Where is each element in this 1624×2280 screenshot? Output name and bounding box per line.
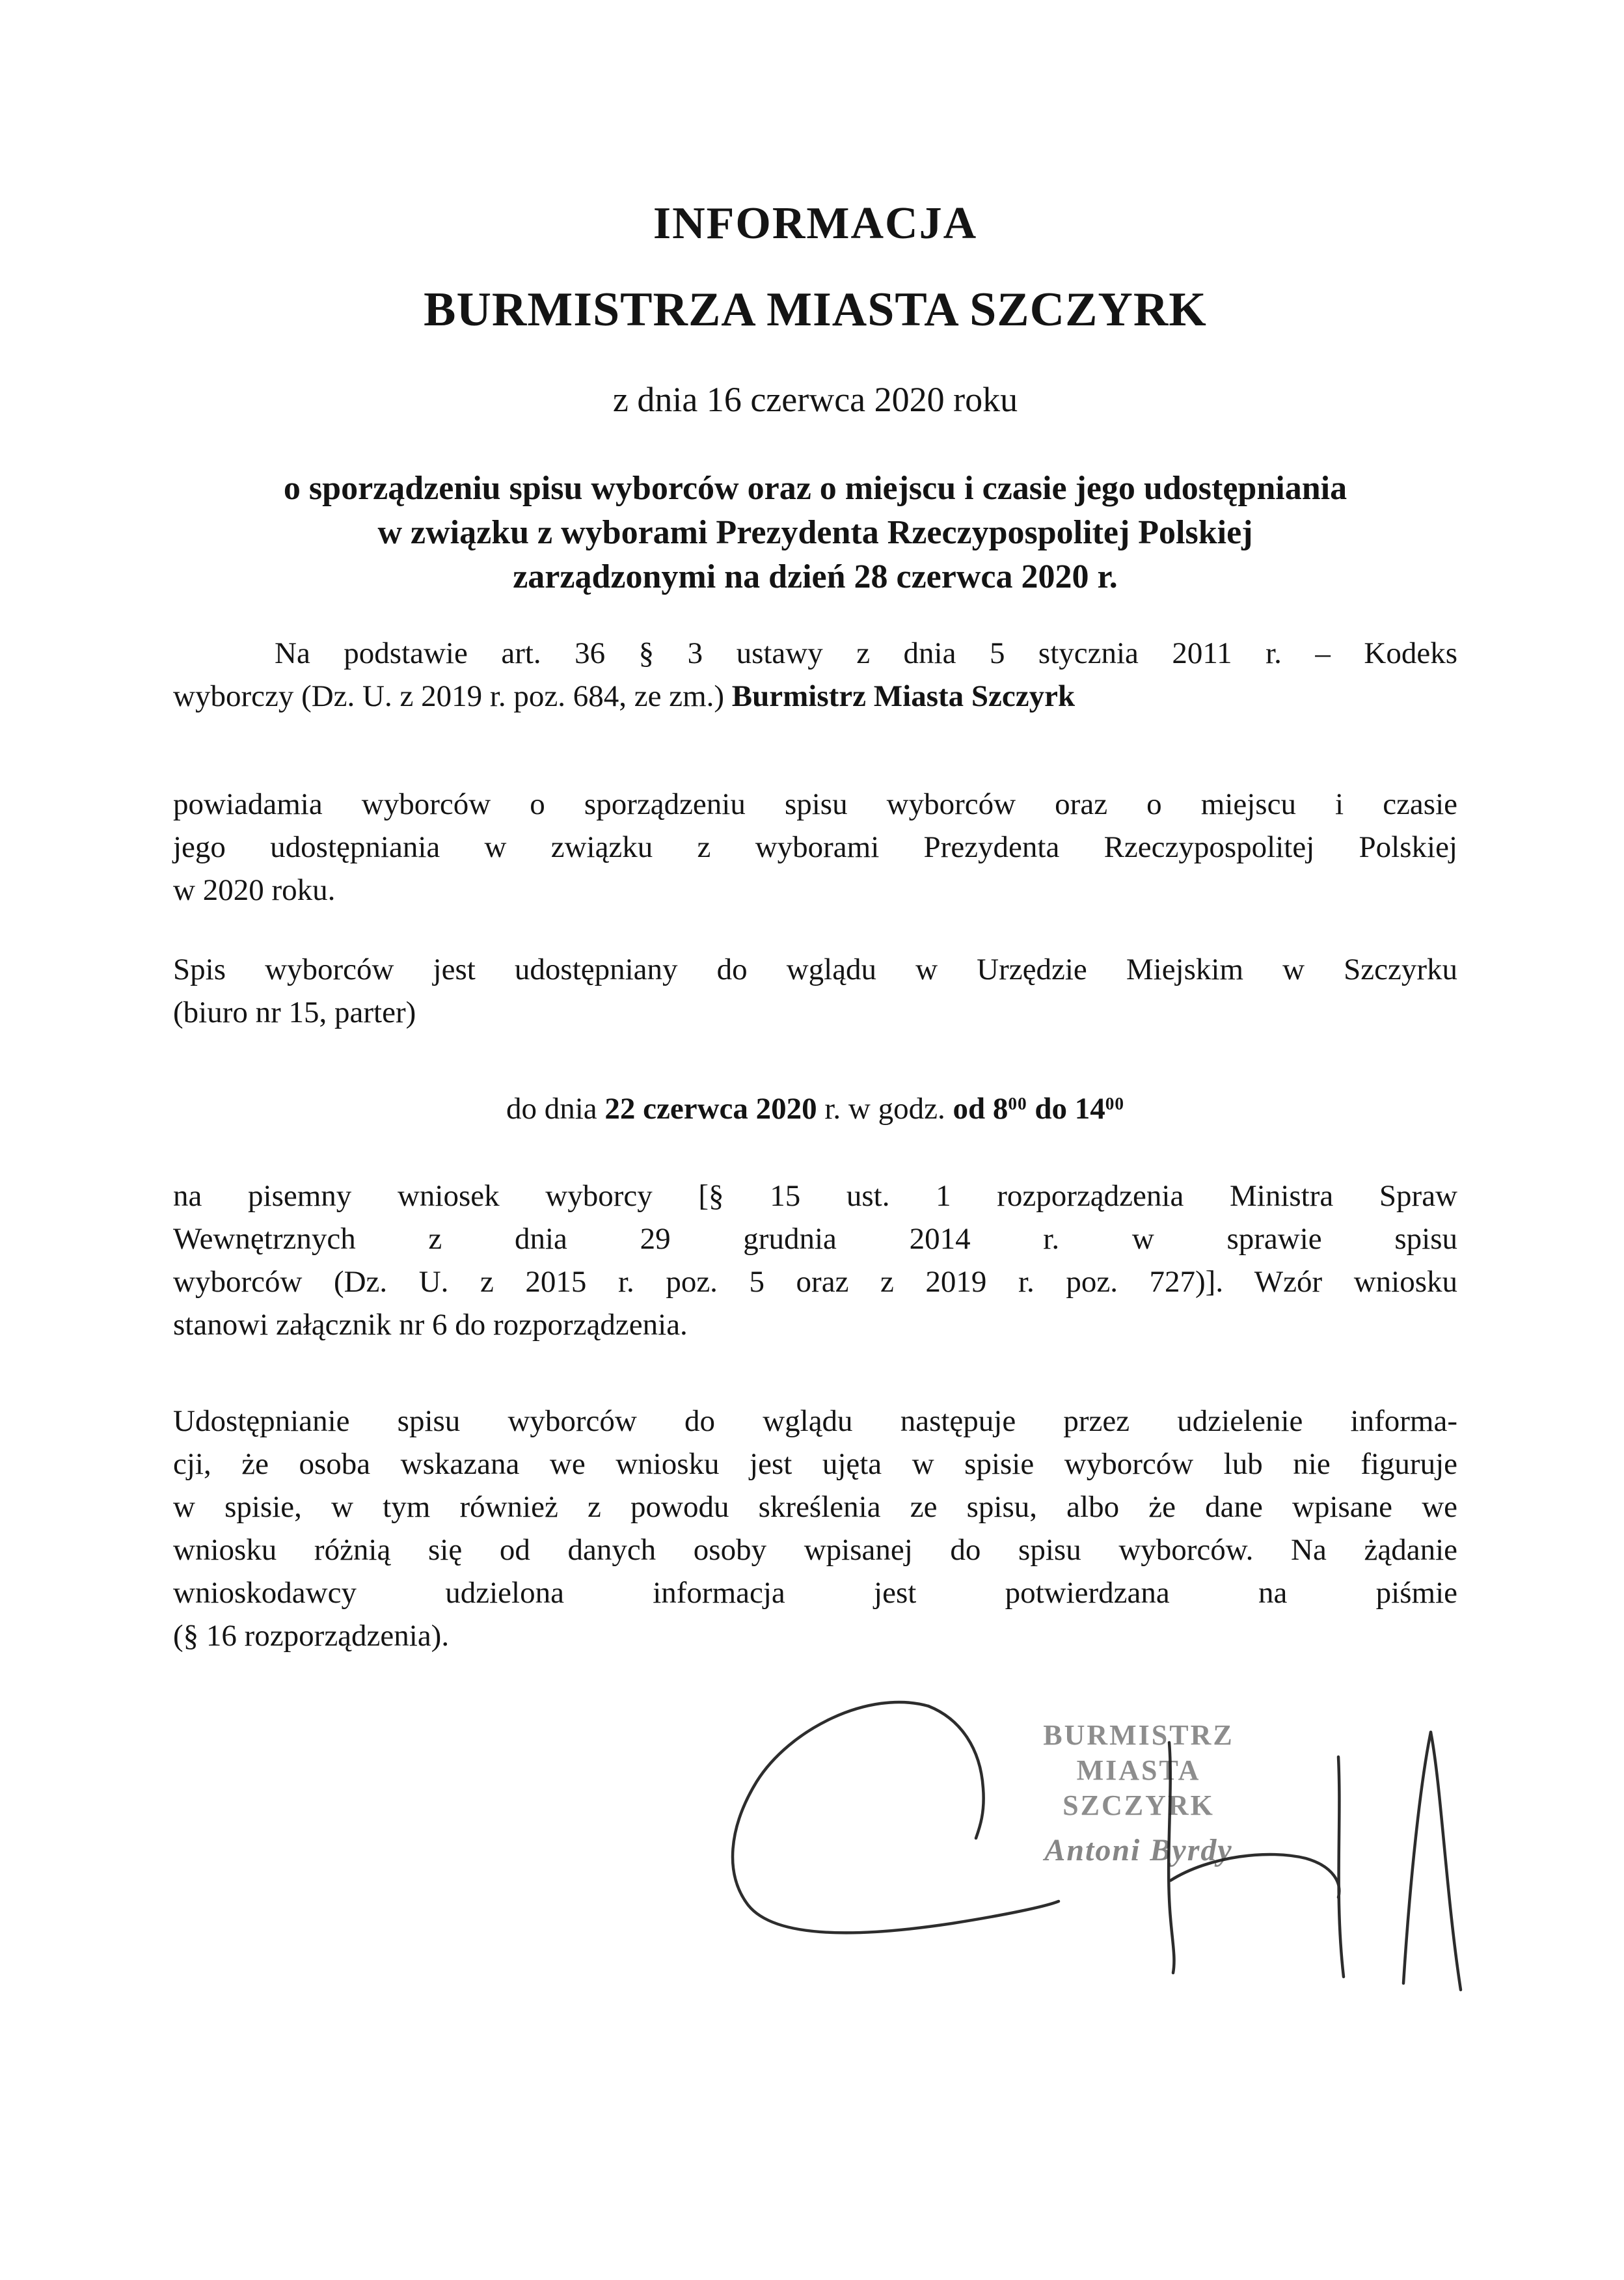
text-line	[173, 1174, 1457, 1217]
stamp-signer-name: Antoni Byrdy	[1044, 1833, 1233, 1867]
text-line	[173, 1260, 1457, 1303]
document-subtitle-issuer: BURMISTRZA MIASTA SZCZYRK	[424, 283, 1207, 336]
text-line	[173, 783, 1457, 826]
text-segment: (biuro nr 15, parter)	[173, 996, 416, 1029]
text-segment: powiadamia wyborców o sporządzeniu spisu wyborców oraz o miejscu i czasie	[173, 787, 1457, 821]
text-segment: Udostępnianie spisu wyborców do wglądu następuje przez udzielenie informa-	[173, 1404, 1457, 1439]
notification-paragraph	[173, 783, 1457, 912]
information-disclosure-paragraph	[173, 1400, 1457, 1657]
text-segment: Spis wyborców jest udostępniany do wglądu w Urzędzie Miejskim w Szczyrku	[173, 953, 1457, 986]
document-subject	[173, 467, 1457, 599]
subject-line: zarządzonymi na dzień 28 czerwca 2020 r.	[513, 558, 1118, 595]
text-segment: wyborczy (Dz. U. z 2019 r. poz. 684, ze zm.)	[173, 679, 732, 713]
text-segment: wniosku różnią się od danych osoby wpisanej do spisu wyborców. Na żądanie	[173, 1533, 1457, 1568]
document-date-line: z dnia 16 czerwca 2020 roku	[612, 380, 1018, 419]
text-segment: r. w godz.	[817, 1092, 953, 1126]
signature-block	[712, 1672, 1545, 2011]
text-segment: 22 czerwca 2020	[604, 1092, 817, 1126]
text-segment: w 2020 roku.	[173, 873, 336, 907]
subject-line: o sporządzeniu spisu wyborców oraz o miejscu i czasie jego udostępniania	[283, 470, 1347, 507]
text-segment: 00	[1008, 1094, 1027, 1113]
text-line	[173, 1400, 1457, 1443]
text-segment: do dnia	[506, 1092, 605, 1126]
subject-line: w związku z wyborami Prezydenta Rzeczypospolitej Polskiej	[377, 514, 1253, 551]
availability-place-paragraph	[173, 948, 1457, 1034]
text-segment: cji, że osoba wskazana we wniosku jest ujęta w spisie wyborców lub nie figuruje	[173, 1447, 1457, 1482]
text-line	[173, 826, 1457, 869]
document-paragraphs	[173, 632, 1457, 1657]
text-segment: wyborców (Dz. U. z 2015 r. poz. 5 oraz z 2019 r. poz. 727)]. Wzór wniosku	[173, 1265, 1457, 1299]
text-line	[173, 1217, 1457, 1260]
text-segment: od 8	[953, 1092, 1008, 1126]
text-line	[173, 1571, 1457, 1614]
stamp-issuer-line2: SZCZYRK	[1062, 1789, 1215, 1821]
text-line	[173, 1303, 1457, 1346]
text-segment: wnioskodawcy udzielona informacja jest potwierdzana na piśmie	[173, 1576, 1457, 1610]
document-body	[173, 0, 1457, 1657]
document-title: INFORMACJA	[653, 198, 978, 249]
text-segment: na pisemny wniosek wyborcy [§ 15 ust. 1 rozporządzenia Ministra Spraw	[173, 1179, 1457, 1214]
text-line	[173, 675, 1457, 718]
text-segment: Na podstawie art. 36 § 3 ustawy z dnia 5 stycznia 2011 r. – Kodeks	[275, 636, 1457, 670]
text-segment: w spisie, w tym również z powodu skreślenia ze spisu, albo że dane wpisane we	[173, 1490, 1457, 1525]
text-line	[173, 1443, 1457, 1486]
text-line	[173, 1082, 1457, 1130]
text-line	[173, 948, 1457, 991]
text-segment: (§ 16 rozporządzenia).	[173, 1619, 450, 1653]
text-segment: Wewnętrznych z dnia 29 grudnia 2014 r. w sprawie spisu	[173, 1222, 1457, 1256]
text-line	[173, 1614, 1457, 1657]
deadline-line	[173, 1082, 1457, 1130]
text-segment: jego udostępniania w związku z wyborami Prezydenta Rzeczypospolitej Polskiej	[173, 830, 1457, 864]
text-segment: Burmistrz Miasta Szczyrk	[731, 679, 1076, 713]
text-line	[173, 869, 1457, 912]
text-line	[173, 1528, 1457, 1571]
text-line	[173, 991, 1457, 1034]
text-segment: do 14	[1027, 1092, 1105, 1126]
text-segment: stanowi załącznik nr 6 do rozporządzenia.	[173, 1308, 688, 1342]
text-segment: 00	[1105, 1094, 1125, 1113]
written-request-paragraph	[173, 1174, 1457, 1346]
legal-basis-paragraph	[173, 632, 1457, 718]
text-line	[173, 632, 1457, 675]
stamp-issuer-line1: BURMISTRZ MIASTA	[1043, 1719, 1234, 1786]
text-line	[173, 1486, 1457, 1528]
handwritten-signature	[712, 1672, 1545, 2011]
